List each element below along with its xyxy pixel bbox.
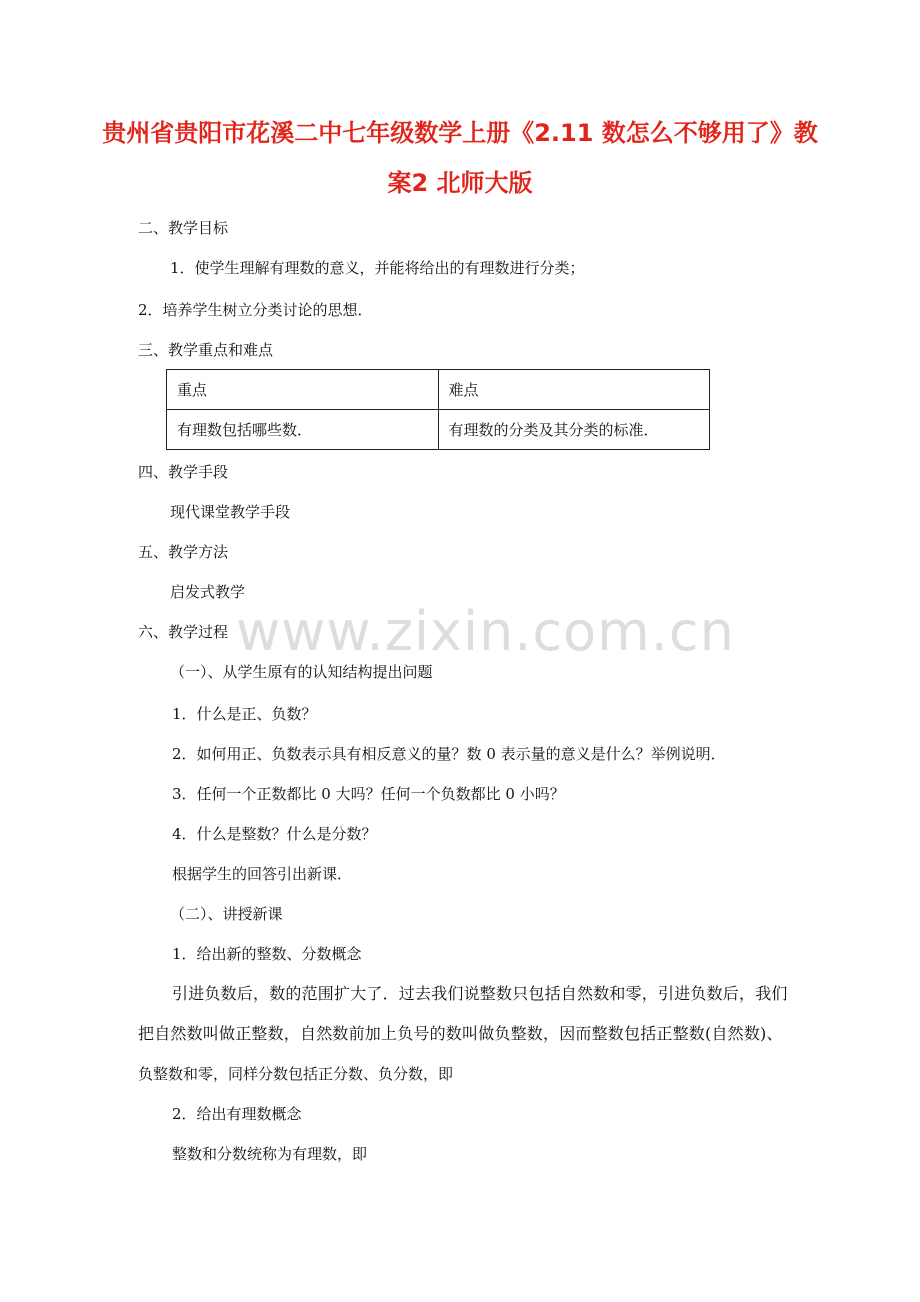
section-heading-goals: 二、教学目标 bbox=[138, 219, 229, 237]
section-heading-means: 四、教学手段 bbox=[138, 463, 229, 481]
question-1: 1．什么是正、负数？ bbox=[172, 705, 317, 723]
paragraph-line-2: 把自然数叫做正整数，自然数前加上负号的数叫做负整数，因而整数包括正整数(自然数)、 bbox=[138, 1024, 783, 1043]
process-part-1-heading: （一）、从学生原有的认知结构提出问题 bbox=[170, 663, 433, 681]
section-heading-method: 五、教学方法 bbox=[138, 543, 229, 561]
watermark: www.zixin.com.cn bbox=[236, 600, 735, 663]
new-concept-heading-2: 2．给出有理数概念 bbox=[172, 1105, 302, 1123]
table-cell-key: 有理数包括哪些数． bbox=[167, 410, 439, 450]
section-heading-process: 六、教学过程 bbox=[138, 623, 229, 641]
question-2: 2．如何用正、负数表示具有相反意义的量？数 0 表示量的意义是什么？举例说明． bbox=[172, 745, 726, 763]
document-title-line-1: 贵州省贵阳市花溪二中七年级数学上册《2.11 数怎么不够用了》教 bbox=[102, 119, 818, 147]
question-3: 3．任何一个正数都比 0 大吗？任何一个负数都比 0 小吗？ bbox=[172, 785, 565, 803]
table-row bbox=[167, 370, 710, 410]
table-header-key: 重点 bbox=[167, 370, 439, 410]
table-row bbox=[167, 410, 710, 450]
section-heading-key-points: 三、教学重点和难点 bbox=[138, 341, 274, 359]
process-part-2-heading: （二）、讲授新课 bbox=[170, 905, 283, 923]
paragraph-line-4: 整数和分数统称为有理数，即 bbox=[172, 1145, 368, 1163]
teaching-method-text: 启发式教学 bbox=[170, 583, 246, 601]
table-header-difficulty: 难点 bbox=[438, 370, 710, 410]
paragraph-line-1: 引进负数后，数的范围扩大了．过去我们说整数只包括自然数和零，引进负数后，我们 bbox=[172, 984, 788, 1003]
goal-item-2: 2．培养学生树立分类讨论的思想． bbox=[138, 301, 373, 319]
paragraph-line-3: 负整数和零，同样分数包括正分数、负分数，即 bbox=[138, 1065, 454, 1083]
question-4: 4．什么是整数？什么是分数？ bbox=[172, 825, 377, 843]
lead-in-text: 根据学生的回答引出新课． bbox=[172, 865, 353, 883]
goal-item-1: 1．使学生理解有理数的意义，并能将给出的有理数进行分类； bbox=[170, 259, 585, 277]
document-title-line-2: 案2 北师大版 bbox=[387, 169, 533, 197]
new-concept-heading-1: 1．给出新的整数、分数概念 bbox=[172, 945, 362, 963]
teaching-means-text: 现代课堂教学手段 bbox=[170, 503, 291, 521]
key-points-table bbox=[166, 369, 710, 450]
table-cell-difficulty: 有理数的分类及其分类的标准． bbox=[438, 410, 710, 450]
